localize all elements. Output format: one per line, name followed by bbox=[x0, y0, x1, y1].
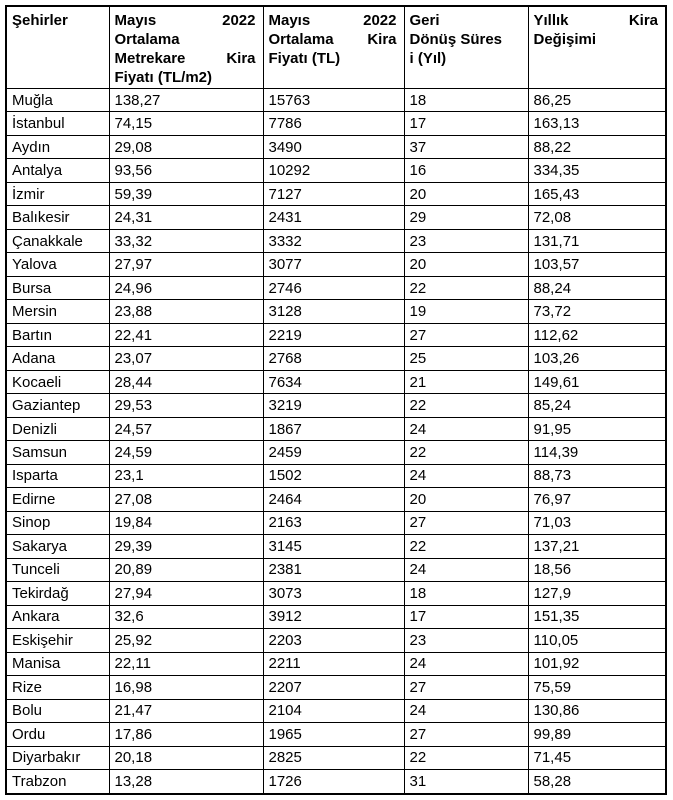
value-cell: 1726 bbox=[263, 770, 404, 794]
column-header bbox=[404, 6, 528, 89]
value-cell: 2203 bbox=[263, 629, 404, 652]
city-cell: Eskişehir bbox=[6, 629, 109, 652]
value-cell: 24 bbox=[404, 699, 528, 722]
value-cell: 101,92 bbox=[528, 652, 666, 675]
column-header bbox=[528, 6, 666, 89]
value-cell: 149,61 bbox=[528, 370, 666, 393]
table-row bbox=[6, 746, 666, 769]
value-cell: 88,24 bbox=[528, 276, 666, 299]
value-cell: 27 bbox=[404, 323, 528, 346]
value-cell: 85,24 bbox=[528, 394, 666, 417]
table-row bbox=[6, 511, 666, 534]
value-cell: 76,97 bbox=[528, 488, 666, 511]
table-row bbox=[6, 676, 666, 699]
column-header-line: Geri bbox=[409, 12, 440, 29]
value-cell: 2825 bbox=[263, 746, 404, 769]
value-cell: 137,21 bbox=[528, 535, 666, 558]
city-cell: Samsun bbox=[6, 441, 109, 464]
value-cell: 18 bbox=[404, 89, 528, 112]
value-cell: 24 bbox=[404, 417, 528, 440]
value-cell: 138,27 bbox=[109, 89, 263, 112]
value-cell: 163,13 bbox=[528, 112, 666, 135]
column-header-line: Ortalama bbox=[114, 31, 180, 48]
table-row bbox=[6, 89, 666, 112]
value-cell: 25,92 bbox=[109, 629, 263, 652]
value-cell: 99,89 bbox=[528, 723, 666, 746]
value-cell: 13,28 bbox=[109, 770, 263, 794]
table-row bbox=[6, 300, 666, 323]
value-cell: 23 bbox=[404, 229, 528, 252]
city-cell: Rize bbox=[6, 676, 109, 699]
value-cell: 27,97 bbox=[109, 253, 263, 276]
value-cell: 16 bbox=[404, 159, 528, 182]
value-cell: 20,18 bbox=[109, 746, 263, 769]
table-row bbox=[6, 253, 666, 276]
value-cell: 3128 bbox=[263, 300, 404, 323]
column-header-line: Dönüş Süres bbox=[409, 31, 503, 48]
value-cell: 3219 bbox=[263, 394, 404, 417]
value-cell: 15763 bbox=[263, 89, 404, 112]
value-cell: 1502 bbox=[263, 464, 404, 487]
value-cell: 1867 bbox=[263, 417, 404, 440]
column-header-line: Yıllık Kira bbox=[533, 12, 658, 29]
value-cell: 114,39 bbox=[528, 441, 666, 464]
column-header-line: Değişimi bbox=[533, 31, 597, 48]
value-cell: 24 bbox=[404, 652, 528, 675]
value-cell: 73,72 bbox=[528, 300, 666, 323]
value-cell: 23 bbox=[404, 629, 528, 652]
column-header-line: Fiyatı (TL/m2) bbox=[114, 69, 213, 86]
table-row bbox=[6, 535, 666, 558]
value-cell: 22 bbox=[404, 441, 528, 464]
value-cell: 23,1 bbox=[109, 464, 263, 487]
city-cell: Diyarbakır bbox=[6, 746, 109, 769]
value-cell: 334,35 bbox=[528, 159, 666, 182]
value-cell: 3077 bbox=[263, 253, 404, 276]
table-row bbox=[6, 135, 666, 158]
table-row bbox=[6, 723, 666, 746]
city-cell: Balıkesir bbox=[6, 206, 109, 229]
value-cell: 131,71 bbox=[528, 229, 666, 252]
column-header-line: Ortalama Kira bbox=[268, 31, 397, 48]
city-cell: Trabzon bbox=[6, 770, 109, 794]
value-cell: 7634 bbox=[263, 370, 404, 393]
value-cell: 20 bbox=[404, 488, 528, 511]
city-cell: Tunceli bbox=[6, 558, 109, 581]
value-cell: 24 bbox=[404, 558, 528, 581]
city-cell: Mersin bbox=[6, 300, 109, 323]
city-cell: Ankara bbox=[6, 605, 109, 628]
city-cell: Adana bbox=[6, 347, 109, 370]
value-cell: 58,28 bbox=[528, 770, 666, 794]
city-cell: Çanakkale bbox=[6, 229, 109, 252]
value-cell: 24,59 bbox=[109, 441, 263, 464]
column-header-line: Şehirler bbox=[12, 12, 68, 29]
value-cell: 29,08 bbox=[109, 135, 263, 158]
value-cell: 20 bbox=[404, 253, 528, 276]
value-cell: 71,03 bbox=[528, 511, 666, 534]
city-cell: Sakarya bbox=[6, 535, 109, 558]
city-cell: Kocaeli bbox=[6, 370, 109, 393]
city-cell: Ordu bbox=[6, 723, 109, 746]
value-cell: 91,95 bbox=[528, 417, 666, 440]
table-header bbox=[6, 6, 666, 89]
value-cell: 112,62 bbox=[528, 323, 666, 346]
city-cell: Bartın bbox=[6, 323, 109, 346]
column-header-line: Fiyatı (TL) bbox=[268, 50, 341, 67]
value-cell: 2381 bbox=[263, 558, 404, 581]
column-header-line: Metrekare Kira bbox=[114, 50, 256, 67]
value-cell: 88,22 bbox=[528, 135, 666, 158]
value-cell: 22,41 bbox=[109, 323, 263, 346]
value-cell: 29,39 bbox=[109, 535, 263, 558]
table-row bbox=[6, 276, 666, 299]
table-body bbox=[6, 89, 666, 795]
value-cell: 127,9 bbox=[528, 582, 666, 605]
header-row bbox=[6, 6, 666, 89]
value-cell: 32,6 bbox=[109, 605, 263, 628]
column-header bbox=[109, 6, 263, 89]
value-cell: 3332 bbox=[263, 229, 404, 252]
value-cell: 17,86 bbox=[109, 723, 263, 746]
value-cell: 2219 bbox=[263, 323, 404, 346]
table-row bbox=[6, 394, 666, 417]
value-cell: 88,73 bbox=[528, 464, 666, 487]
value-cell: 3073 bbox=[263, 582, 404, 605]
value-cell: 7786 bbox=[263, 112, 404, 135]
table-row bbox=[6, 441, 666, 464]
city-cell: Manisa bbox=[6, 652, 109, 675]
value-cell: 29 bbox=[404, 206, 528, 229]
column-header-line: Mayıs 2022 bbox=[268, 12, 397, 29]
column-header bbox=[263, 6, 404, 89]
value-cell: 18,56 bbox=[528, 558, 666, 581]
value-cell: 27 bbox=[404, 723, 528, 746]
value-cell: 24,57 bbox=[109, 417, 263, 440]
value-cell: 19 bbox=[404, 300, 528, 323]
value-cell: 103,26 bbox=[528, 347, 666, 370]
column-header-line: i (Yıl) bbox=[409, 50, 447, 67]
value-cell: 24 bbox=[404, 464, 528, 487]
value-cell: 17 bbox=[404, 112, 528, 135]
value-cell: 71,45 bbox=[528, 746, 666, 769]
value-cell: 151,35 bbox=[528, 605, 666, 628]
value-cell: 1965 bbox=[263, 723, 404, 746]
value-cell: 72,08 bbox=[528, 206, 666, 229]
value-cell: 25 bbox=[404, 347, 528, 370]
column-header bbox=[6, 6, 109, 89]
value-cell: 110,05 bbox=[528, 629, 666, 652]
value-cell: 2464 bbox=[263, 488, 404, 511]
value-cell: 19,84 bbox=[109, 511, 263, 534]
value-cell: 27 bbox=[404, 676, 528, 699]
city-cell: Sinop bbox=[6, 511, 109, 534]
table-row bbox=[6, 229, 666, 252]
table-row bbox=[6, 582, 666, 605]
value-cell: 21 bbox=[404, 370, 528, 393]
city-cell: Edirne bbox=[6, 488, 109, 511]
table-row bbox=[6, 159, 666, 182]
table-row bbox=[6, 558, 666, 581]
city-cell: Yalova bbox=[6, 253, 109, 276]
value-cell: 3145 bbox=[263, 535, 404, 558]
value-cell: 2459 bbox=[263, 441, 404, 464]
value-cell: 86,25 bbox=[528, 89, 666, 112]
value-cell: 23,88 bbox=[109, 300, 263, 323]
city-cell: Aydın bbox=[6, 135, 109, 158]
table-row bbox=[6, 699, 666, 722]
table-row bbox=[6, 323, 666, 346]
value-cell: 75,59 bbox=[528, 676, 666, 699]
value-cell: 7127 bbox=[263, 182, 404, 205]
table-row bbox=[6, 182, 666, 205]
value-cell: 37 bbox=[404, 135, 528, 158]
value-cell: 165,43 bbox=[528, 182, 666, 205]
city-cell: Tekirdağ bbox=[6, 582, 109, 605]
value-cell: 20,89 bbox=[109, 558, 263, 581]
value-cell: 2768 bbox=[263, 347, 404, 370]
table-row bbox=[6, 112, 666, 135]
table-row bbox=[6, 370, 666, 393]
value-cell: 2163 bbox=[263, 511, 404, 534]
value-cell: 33,32 bbox=[109, 229, 263, 252]
value-cell: 10292 bbox=[263, 159, 404, 182]
table-row bbox=[6, 417, 666, 440]
value-cell: 59,39 bbox=[109, 182, 263, 205]
value-cell: 24,31 bbox=[109, 206, 263, 229]
value-cell: 27,94 bbox=[109, 582, 263, 605]
value-cell: 2211 bbox=[263, 652, 404, 675]
value-cell: 22,11 bbox=[109, 652, 263, 675]
value-cell: 22 bbox=[404, 394, 528, 417]
table-row bbox=[6, 347, 666, 370]
value-cell: 29,53 bbox=[109, 394, 263, 417]
city-cell: Bursa bbox=[6, 276, 109, 299]
city-rent-table bbox=[5, 5, 667, 795]
city-cell: Muğla bbox=[6, 89, 109, 112]
table-row bbox=[6, 488, 666, 511]
value-cell: 17 bbox=[404, 605, 528, 628]
table-row bbox=[6, 206, 666, 229]
value-cell: 2746 bbox=[263, 276, 404, 299]
value-cell: 28,44 bbox=[109, 370, 263, 393]
value-cell: 22 bbox=[404, 276, 528, 299]
value-cell: 20 bbox=[404, 182, 528, 205]
table-row bbox=[6, 652, 666, 675]
value-cell: 2207 bbox=[263, 676, 404, 699]
value-cell: 2431 bbox=[263, 206, 404, 229]
value-cell: 24,96 bbox=[109, 276, 263, 299]
value-cell: 23,07 bbox=[109, 347, 263, 370]
city-cell: Gaziantep bbox=[6, 394, 109, 417]
city-cell: Bolu bbox=[6, 699, 109, 722]
value-cell: 3912 bbox=[263, 605, 404, 628]
value-cell: 3490 bbox=[263, 135, 404, 158]
value-cell: 74,15 bbox=[109, 112, 263, 135]
value-cell: 27,08 bbox=[109, 488, 263, 511]
value-cell: 22 bbox=[404, 535, 528, 558]
city-cell: İzmir bbox=[6, 182, 109, 205]
table-row bbox=[6, 464, 666, 487]
value-cell: 31 bbox=[404, 770, 528, 794]
value-cell: 21,47 bbox=[109, 699, 263, 722]
city-cell: Antalya bbox=[6, 159, 109, 182]
table-row bbox=[6, 629, 666, 652]
column-header-line: Mayıs 2022 bbox=[114, 12, 256, 29]
value-cell: 18 bbox=[404, 582, 528, 605]
value-cell: 22 bbox=[404, 746, 528, 769]
value-cell: 27 bbox=[404, 511, 528, 534]
city-cell: Isparta bbox=[6, 464, 109, 487]
value-cell: 16,98 bbox=[109, 676, 263, 699]
table-row bbox=[6, 770, 666, 794]
value-cell: 103,57 bbox=[528, 253, 666, 276]
value-cell: 130,86 bbox=[528, 699, 666, 722]
city-cell: İstanbul bbox=[6, 112, 109, 135]
value-cell: 93,56 bbox=[109, 159, 263, 182]
table-row bbox=[6, 605, 666, 628]
value-cell: 2104 bbox=[263, 699, 404, 722]
city-cell: Denizli bbox=[6, 417, 109, 440]
